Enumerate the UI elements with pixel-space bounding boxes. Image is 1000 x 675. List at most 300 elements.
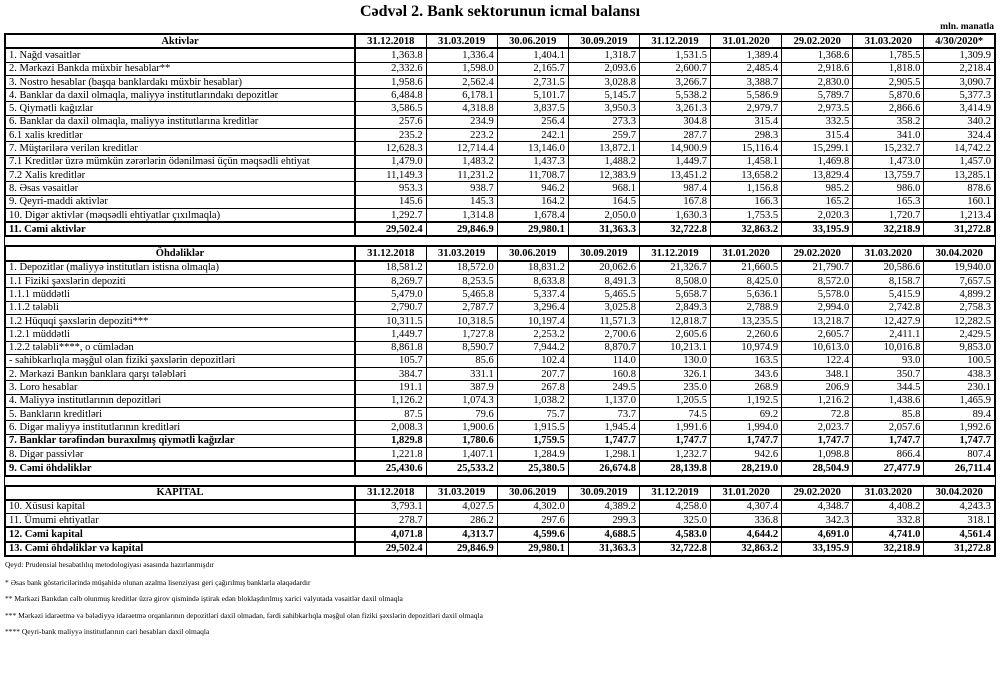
- cell-value: 8,491.3: [568, 275, 639, 288]
- cell-value: 32,722.8: [639, 222, 710, 236]
- cell-value: 1,483.2: [426, 155, 497, 168]
- cell-value: 18,572.0: [426, 261, 497, 275]
- table-row: [5, 301, 995, 314]
- table-row: [5, 421, 995, 434]
- table-row: [5, 314, 995, 327]
- cell-value: 6,178.1: [426, 89, 497, 102]
- cell-value: 5,658.7: [639, 288, 710, 301]
- cell-value: 13,218.7: [782, 314, 853, 327]
- cell-value: 1,747.7: [639, 434, 710, 447]
- cell-value: 12,282.5: [924, 314, 995, 327]
- cell-value: 1,531.5: [639, 48, 710, 62]
- cell-value: 1,368.6: [782, 48, 853, 62]
- cell-value: 985.2: [782, 182, 853, 195]
- cell-value: 11,149.3: [355, 168, 426, 181]
- cell-value: 8,253.5: [426, 275, 497, 288]
- cell-value: 223.2: [426, 129, 497, 142]
- cell-value: 2,830.0: [782, 75, 853, 88]
- table-row: [5, 408, 995, 421]
- cell-value: 32,218.9: [853, 542, 924, 556]
- cell-value: 1,753.5: [711, 208, 782, 222]
- column-header-date: 30.04.2020: [924, 486, 995, 500]
- row-label: 5. Qiymətli kağızlar: [5, 102, 355, 115]
- cell-value: 207.7: [497, 368, 568, 381]
- table-row: [5, 89, 995, 102]
- cell-value: 1,747.7: [853, 434, 924, 447]
- cell-value: 1,958.6: [355, 75, 426, 88]
- cell-value: 25,380.5: [497, 461, 568, 475]
- cell-value: 4,071.8: [355, 527, 426, 541]
- column-header-date: 30.09.2019: [568, 486, 639, 500]
- cell-value: 130.0: [639, 354, 710, 367]
- cell-value: 4,408.2: [853, 500, 924, 514]
- cell-value: 1,994.0: [711, 421, 782, 434]
- table-row: [5, 195, 995, 208]
- cell-value: 33,195.9: [782, 222, 853, 236]
- cell-value: 242.1: [497, 129, 568, 142]
- row-label: 7. Müştərilərə verilən kreditlər: [5, 142, 355, 155]
- cell-value: 5,145.7: [568, 89, 639, 102]
- cell-value: 12,628.3: [355, 142, 426, 155]
- cell-value: 1,292.7: [355, 208, 426, 222]
- table-row: [5, 208, 995, 222]
- cell-value: 3,414.9: [924, 102, 995, 115]
- cell-value: 1,298.1: [568, 447, 639, 461]
- cell-value: 3,261.3: [639, 102, 710, 115]
- cell-value: 32,863.2: [711, 542, 782, 556]
- cell-value: 1,318.7: [568, 48, 639, 62]
- cell-value: 4,688.5: [568, 527, 639, 541]
- cell-value: 2,600.7: [639, 62, 710, 75]
- cell-value: 2,429.5: [924, 328, 995, 341]
- capital-section-title: KAPİTAL: [5, 486, 355, 500]
- cell-value: 3,388.7: [711, 75, 782, 88]
- cell-value: 5,578.0: [782, 288, 853, 301]
- row-label: 7.2 Xalis kreditlər: [5, 168, 355, 181]
- cell-value: 74.5: [639, 408, 710, 421]
- cell-value: 235.0: [639, 381, 710, 394]
- cell-value: 2,165.7: [497, 62, 568, 75]
- cell-value: 4,318.8: [426, 102, 497, 115]
- cell-value: 33,195.9: [782, 542, 853, 556]
- cell-value: 8,508.0: [639, 275, 710, 288]
- cell-value: 1,098.8: [782, 447, 853, 461]
- cell-value: 29,502.4: [355, 222, 426, 236]
- cell-value: 249.5: [568, 381, 639, 394]
- cell-value: 2,849.3: [639, 301, 710, 314]
- cell-value: 1,038.2: [497, 394, 568, 407]
- cell-value: 13,235.5: [711, 314, 782, 327]
- cell-value: 102.4: [497, 354, 568, 367]
- cell-value: 1,829.8: [355, 434, 426, 447]
- cell-value: 2,758.3: [924, 301, 995, 314]
- cell-value: 2,973.5: [782, 102, 853, 115]
- cell-value: 12,714.4: [426, 142, 497, 155]
- column-header-date: 31.12.2019: [639, 246, 710, 260]
- row-label: 1.2 Hüquqi şəxslərin depoziti***: [5, 314, 355, 327]
- cell-value: 4,389.2: [568, 500, 639, 514]
- cell-value: 8,861.8: [355, 341, 426, 354]
- column-header-date: 30.06.2019: [497, 246, 568, 260]
- row-label: 1.1 Fiziki şəxslərin depoziti: [5, 275, 355, 288]
- cell-value: 1,404.1: [497, 48, 568, 62]
- cell-value: 206.9: [782, 381, 853, 394]
- column-header-date: 4/30/2020*: [924, 34, 995, 48]
- column-header-date: 31.12.2019: [639, 34, 710, 48]
- row-label: 1.2.1 müddətli: [5, 328, 355, 341]
- table-row: [5, 155, 995, 168]
- cell-value: 29,980.1: [497, 222, 568, 236]
- table-row: [5, 328, 995, 341]
- assets-section-title: Aktivlər: [5, 34, 355, 48]
- cell-value: 145.3: [426, 195, 497, 208]
- row-label: 4. Maliyyə institutlarının depozitləri: [5, 394, 355, 407]
- cell-value: 2,093.6: [568, 62, 639, 75]
- footnote: ** Mərkəzi Bankdan cəlb olunmuş kreditlər üzrə girov qismində iştirak edən bloklaşdırılmış xarici valyutada vəsaitlər daxil olmaqla: [5, 594, 403, 604]
- cell-value: 1,915.5: [497, 421, 568, 434]
- cell-value: 13,451.2: [639, 168, 710, 181]
- cell-value: 326.1: [639, 368, 710, 381]
- cell-value: 14,742.2: [924, 142, 995, 155]
- cell-value: 3,586.5: [355, 102, 426, 115]
- cell-value: 28,139.8: [639, 461, 710, 475]
- table-row: [5, 461, 995, 475]
- cell-value: 286.2: [426, 514, 497, 528]
- row-label: 7. Banklar tərəfindən buraxılmış qiymətli kağızlar: [5, 434, 355, 447]
- cell-value: 4,302.0: [497, 500, 568, 514]
- cell-value: 1,992.6: [924, 421, 995, 434]
- cell-value: 122.4: [782, 354, 853, 367]
- column-header-date: 29.02.2020: [782, 34, 853, 48]
- cell-value: 953.3: [355, 182, 426, 195]
- cell-value: 1,192.5: [711, 394, 782, 407]
- cell-value: 9,853.0: [924, 341, 995, 354]
- cell-value: 1,720.7: [853, 208, 924, 222]
- cell-value: 5,415.9: [853, 288, 924, 301]
- cell-value: 4,258.0: [639, 500, 710, 514]
- cell-value: 19,940.0: [924, 261, 995, 275]
- row-label: 8. Əsas vəsaitlər: [5, 182, 355, 195]
- cell-value: 1,630.3: [639, 208, 710, 222]
- cell-value: 1,074.3: [426, 394, 497, 407]
- cell-value: 1,284.9: [497, 447, 568, 461]
- row-label: 3. Nostro hesablar (başqa banklardakı müxbir hesablar): [5, 75, 355, 88]
- cell-value: 2,411.1: [853, 328, 924, 341]
- cell-value: 29,846.9: [426, 222, 497, 236]
- cell-value: 89.4: [924, 408, 995, 421]
- cell-value: 3,950.3: [568, 102, 639, 115]
- cell-value: 2,787.7: [426, 301, 497, 314]
- column-header-date: 29.02.2020: [782, 246, 853, 260]
- cell-value: 1,465.9: [924, 394, 995, 407]
- cell-value: 235.2: [355, 129, 426, 142]
- cell-value: 32,722.8: [639, 542, 710, 556]
- cell-value: 807.4: [924, 447, 995, 461]
- cell-value: 2,605.7: [782, 328, 853, 341]
- cell-value: 2,020.3: [782, 208, 853, 222]
- cell-value: 2,562.4: [426, 75, 497, 88]
- cell-value: 12,427.9: [853, 314, 924, 327]
- cell-value: 1,598.0: [426, 62, 497, 75]
- table-row: [5, 222, 995, 236]
- column-header-date: 30.09.2019: [568, 34, 639, 48]
- cell-value: 5,789.7: [782, 89, 853, 102]
- table-row: [5, 368, 995, 381]
- cell-value: 2,260.6: [711, 328, 782, 341]
- cell-value: 165.3: [853, 195, 924, 208]
- cell-value: 3,793.1: [355, 500, 426, 514]
- row-label: 6. Digər maliyyə institutlarının kreditləri: [5, 421, 355, 434]
- cell-value: 332.8: [853, 514, 924, 528]
- cell-value: 18,831.2: [497, 261, 568, 275]
- cell-value: 163.5: [711, 354, 782, 367]
- cell-value: 5,465.5: [568, 288, 639, 301]
- cell-value: 332.5: [782, 115, 853, 128]
- cell-value: 8,633.8: [497, 275, 568, 288]
- cell-value: 1,449.7: [639, 155, 710, 168]
- cell-value: 340.2: [924, 115, 995, 128]
- cell-value: 14,900.9: [639, 142, 710, 155]
- cell-value: 297.6: [497, 514, 568, 528]
- cell-value: 5,636.1: [711, 288, 782, 301]
- row-label: 2. Mərkəzi Bankın banklara qarşı tələbləri: [5, 368, 355, 381]
- cell-value: 2,485.4: [711, 62, 782, 75]
- cell-value: 31,272.8: [924, 222, 995, 236]
- cell-value: 13,872.1: [568, 142, 639, 155]
- cell-value: 234.9: [426, 115, 497, 128]
- cell-value: 1,156.8: [711, 182, 782, 195]
- cell-value: 4,561.4: [924, 527, 995, 541]
- cell-value: 3,837.5: [497, 102, 568, 115]
- row-label: 6.1 xalis kreditlər: [5, 129, 355, 142]
- cell-value: 21,790.7: [782, 261, 853, 275]
- column-header-date: 31.01.2020: [711, 34, 782, 48]
- cell-value: 1,469.8: [782, 155, 853, 168]
- cell-value: 100.5: [924, 354, 995, 367]
- unit-label: mln. manatla: [940, 22, 994, 32]
- cell-value: 2,218.4: [924, 62, 995, 75]
- row-label: 10. Xüsusi kapital: [5, 500, 355, 514]
- cell-value: 31,363.3: [568, 222, 639, 236]
- cell-value: 75.7: [497, 408, 568, 421]
- row-label: 2. Mərkəzi Bankda müxbir hesablar**: [5, 62, 355, 75]
- table-gap: [4, 237, 996, 245]
- tables-container: [0, 33, 1000, 557]
- cell-value: 1,363.8: [355, 48, 426, 62]
- footnote: Qeyd: Prudensial hesabatlılıq metodologiyası əsasında hazırlanmışdır: [5, 559, 214, 569]
- cell-value: 160.1: [924, 195, 995, 208]
- cell-value: 105.7: [355, 354, 426, 367]
- cell-value: 21,660.5: [711, 261, 782, 275]
- cell-value: 8,590.7: [426, 341, 497, 354]
- cell-value: 342.3: [782, 514, 853, 528]
- cell-value: 12,818.7: [639, 314, 710, 327]
- cell-value: 27,477.9: [853, 461, 924, 475]
- cell-value: 26,711.4: [924, 461, 995, 475]
- cell-value: 331.1: [426, 368, 497, 381]
- column-header-date: 31.03.2019: [426, 246, 497, 260]
- cell-value: 2,253.2: [497, 328, 568, 341]
- cell-value: 8,269.7: [355, 275, 426, 288]
- cell-value: 160.8: [568, 368, 639, 381]
- column-header-date: 31.03.2019: [426, 34, 497, 48]
- cell-value: 32,863.2: [711, 222, 782, 236]
- cell-value: 1,137.0: [568, 394, 639, 407]
- cell-value: 1,818.0: [853, 62, 924, 75]
- cell-value: 387.9: [426, 381, 497, 394]
- cell-value: 1,747.7: [924, 434, 995, 447]
- row-label: 1.2.2 tələbli****, o cümlədən: [5, 341, 355, 354]
- table-row: [5, 434, 995, 447]
- cell-value: 267.8: [497, 381, 568, 394]
- footnote: *** Mərkəzi idarəetmə və bələdiyyə idarəetmə orqanlarının depozitləri daxil olmadan, fərdi sahibkarlıqla məşğul olan fiziki şəxslərin depozitləri daxil olmaqla: [5, 610, 483, 620]
- cell-value: 1,945.4: [568, 421, 639, 434]
- cell-value: 32,218.9: [853, 222, 924, 236]
- cell-value: 1,449.7: [355, 328, 426, 341]
- column-header-date: 31.12.2018: [355, 34, 426, 48]
- cell-value: 21,326.7: [639, 261, 710, 275]
- column-header-date: 31.12.2018: [355, 486, 426, 500]
- row-label: 1.1.1 müddətli: [5, 288, 355, 301]
- cell-value: 10,974.9: [711, 341, 782, 354]
- table-row: [5, 447, 995, 461]
- cell-value: 2,866.6: [853, 102, 924, 115]
- cell-value: 268.9: [711, 381, 782, 394]
- cell-value: 2,008.3: [355, 421, 426, 434]
- cell-value: 93.0: [853, 354, 924, 367]
- cell-value: 1,336.4: [426, 48, 497, 62]
- cell-value: 1,785.5: [853, 48, 924, 62]
- cell-value: 1,407.1: [426, 447, 497, 461]
- cell-value: 2,023.7: [782, 421, 853, 434]
- cell-value: 358.2: [853, 115, 924, 128]
- table-row: [5, 514, 995, 528]
- cell-value: 2,742.8: [853, 301, 924, 314]
- cell-value: 10,213.1: [639, 341, 710, 354]
- cell-value: 25,430.6: [355, 461, 426, 475]
- cell-value: 10,318.5: [426, 314, 497, 327]
- capital-table: [4, 485, 996, 557]
- capital-header-row: [5, 486, 995, 500]
- cell-value: 15,232.7: [853, 142, 924, 155]
- row-label: 1. Depozitlər (maliyyə institutları istisna olmaqla): [5, 261, 355, 275]
- column-header-date: 30.09.2019: [568, 246, 639, 260]
- cell-value: 29,980.1: [497, 542, 568, 556]
- cell-value: 438.3: [924, 368, 995, 381]
- cell-value: 8,425.0: [711, 275, 782, 288]
- cell-value: 8,870.7: [568, 341, 639, 354]
- cell-value: 348.1: [782, 368, 853, 381]
- row-label: 1.1.2 tələbli: [5, 301, 355, 314]
- cell-value: 1,727.8: [426, 328, 497, 341]
- cell-value: 10,311.5: [355, 314, 426, 327]
- cell-value: 114.0: [568, 354, 639, 367]
- cell-value: 20,586.6: [853, 261, 924, 275]
- cell-value: 69.2: [711, 408, 782, 421]
- column-header-date: 31.03.2019: [426, 486, 497, 500]
- cell-value: 4,741.0: [853, 527, 924, 541]
- cell-value: 4,307.4: [711, 500, 782, 514]
- cell-value: 13,658.2: [711, 168, 782, 181]
- cell-value: 273.3: [568, 115, 639, 128]
- cell-value: 13,829.4: [782, 168, 853, 181]
- cell-value: 1,900.6: [426, 421, 497, 434]
- cell-value: 11,571.3: [568, 314, 639, 327]
- cell-value: 5,538.2: [639, 89, 710, 102]
- cell-value: 85.8: [853, 408, 924, 421]
- cell-value: 4,243.3: [924, 500, 995, 514]
- row-label: 9. Qeyri-maddi aktivlər: [5, 195, 355, 208]
- cell-value: 1,780.6: [426, 434, 497, 447]
- table-row: [5, 288, 995, 301]
- cell-value: 12,383.9: [568, 168, 639, 181]
- cell-value: 4,691.0: [782, 527, 853, 541]
- table-row: [5, 500, 995, 514]
- cell-value: 15,299.1: [782, 142, 853, 155]
- row-label: 10. Digər aktivlər (məqsədli ehtiyatlar çıxılmaqla): [5, 208, 355, 222]
- cell-value: 13,759.7: [853, 168, 924, 181]
- table-row: [5, 182, 995, 195]
- cell-value: 318.1: [924, 514, 995, 528]
- cell-value: 1,458.1: [711, 155, 782, 168]
- row-label: 5. Bankların kreditləri: [5, 408, 355, 421]
- cell-value: 257.6: [355, 115, 426, 128]
- cell-value: 26,674.8: [568, 461, 639, 475]
- table-row: [5, 381, 995, 394]
- column-header-date: 31.12.2018: [355, 246, 426, 260]
- liabilities-header-row: [5, 246, 995, 260]
- cell-value: 1,747.7: [782, 434, 853, 447]
- cell-value: 25,533.2: [426, 461, 497, 475]
- cell-value: 1,457.0: [924, 155, 995, 168]
- cell-value: 5,870.6: [853, 89, 924, 102]
- cell-value: 4,583.0: [639, 527, 710, 541]
- cell-value: 1,205.5: [639, 394, 710, 407]
- cell-value: 344.5: [853, 381, 924, 394]
- cell-value: 304.8: [639, 115, 710, 128]
- row-label: 11. Cəmi aktivlər: [5, 222, 355, 236]
- liabilities-section-title: Öhdəliklər: [5, 246, 355, 260]
- cell-value: 336.8: [711, 514, 782, 528]
- cell-value: 1,221.8: [355, 447, 426, 461]
- row-label: 13. Cəmi öhdəliklər və kapital: [5, 542, 355, 556]
- cell-value: 29,846.9: [426, 542, 497, 556]
- cell-value: 325.0: [639, 514, 710, 528]
- cell-value: 1,747.7: [568, 434, 639, 447]
- cell-value: 2,905.5: [853, 75, 924, 88]
- cell-value: 4,348.7: [782, 500, 853, 514]
- cell-value: 350.7: [853, 368, 924, 381]
- cell-value: 946.2: [497, 182, 568, 195]
- cell-value: 2,605.6: [639, 328, 710, 341]
- cell-value: 31,363.3: [568, 542, 639, 556]
- assets-table: [4, 33, 996, 237]
- table-row: [5, 142, 995, 155]
- column-header-date: 31.01.2020: [711, 486, 782, 500]
- row-label: 7.1 Kreditlər üzrə mümkün zərərlərin ödənilməsi üçün məqsədli ehtiyat: [5, 155, 355, 168]
- cell-value: 878.6: [924, 182, 995, 195]
- cell-value: 4,027.5: [426, 500, 497, 514]
- cell-value: 230.1: [924, 381, 995, 394]
- column-header-date: 30.06.2019: [497, 34, 568, 48]
- cell-value: 4,644.2: [711, 527, 782, 541]
- footnote: **** Qeyri-bank maliyyə institutlarının cari hesabları daxil olmaqla: [5, 626, 210, 636]
- column-header-date: 30.06.2019: [497, 486, 568, 500]
- cell-value: 942.6: [711, 447, 782, 461]
- table-row: [5, 102, 995, 115]
- cell-value: 1,309.9: [924, 48, 995, 62]
- cell-value: 87.5: [355, 408, 426, 421]
